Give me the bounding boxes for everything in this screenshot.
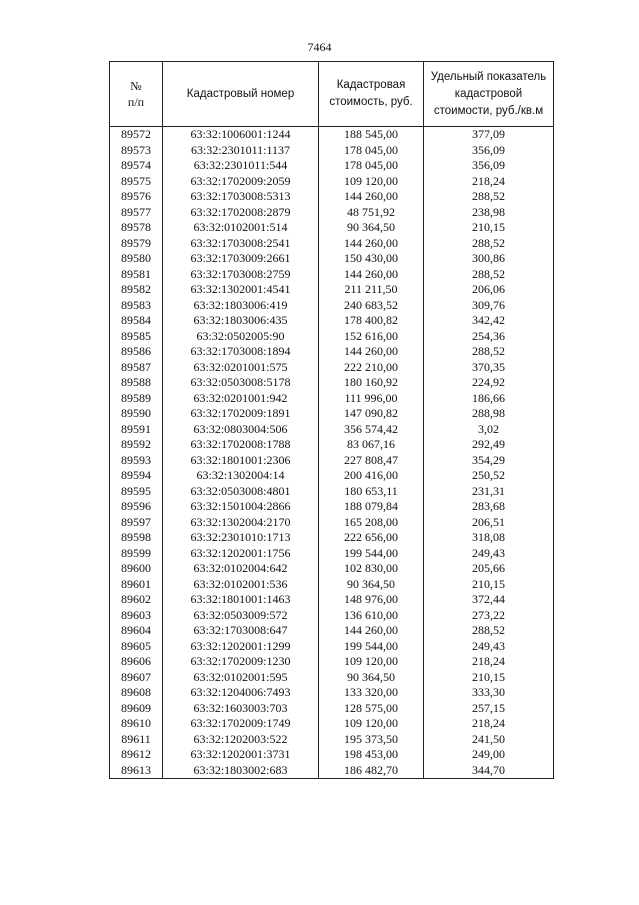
specific-value-cell: 344,70 <box>424 763 554 779</box>
specific-value-cell: 288,52 <box>424 189 554 205</box>
cadastral-number-cell: 63:32:0502005:90 <box>163 329 319 345</box>
cadastral-number-cell: 63:32:1703008:5313 <box>163 189 319 205</box>
table-row <box>110 639 554 655</box>
cadastral-value-cell: 198 453,00 <box>319 747 424 763</box>
cadastral-number-cell: 63:32:1702008:2879 <box>163 205 319 221</box>
specific-value-cell: 210,15 <box>424 577 554 593</box>
specific-value-cell: 354,29 <box>424 453 554 469</box>
cadastral-value-cell: 144 260,00 <box>319 623 424 639</box>
cadastral-value-cell: 150 430,00 <box>319 251 424 267</box>
cadastral-value-cell: 109 120,00 <box>319 716 424 732</box>
table-row <box>110 515 554 531</box>
cadastral-number-cell: 63:32:1501004:2866 <box>163 499 319 515</box>
specific-value-cell: 356,09 <box>424 143 554 159</box>
table-row <box>110 670 554 686</box>
cadastral-number-cell: 63:32:1202001:3731 <box>163 747 319 763</box>
row-number-cell: 89587 <box>110 360 163 376</box>
specific-value-cell: 249,00 <box>424 747 554 763</box>
specific-value-cell: 342,42 <box>424 313 554 329</box>
specific-value-cell: 288,98 <box>424 406 554 422</box>
cadastral-number-cell: 63:32:1204006:7493 <box>163 685 319 701</box>
row-number-cell: 89576 <box>110 189 163 205</box>
table-row <box>110 360 554 376</box>
row-number-cell: 89610 <box>110 716 163 732</box>
cadastral-value-cell: 200 416,00 <box>319 468 424 484</box>
cadastral-number-cell: 63:32:1702009:1749 <box>163 716 319 732</box>
cadastral-value-cell: 152 616,00 <box>319 329 424 345</box>
cadastral-value-cell: 188 079,84 <box>319 499 424 515</box>
specific-value-cell: 210,15 <box>424 220 554 236</box>
row-number-cell: 89577 <box>110 205 163 221</box>
row-number-cell: 89608 <box>110 685 163 701</box>
row-number-cell: 89585 <box>110 329 163 345</box>
specific-value-cell: 218,24 <box>424 174 554 190</box>
row-number-cell: 89613 <box>110 763 163 779</box>
cadastral-value-cell: 102 830,00 <box>319 561 424 577</box>
specific-value-cell: 292,49 <box>424 437 554 453</box>
cadastral-value-cell: 165 208,00 <box>319 515 424 531</box>
cadastral-number-cell: 63:32:0503008:4801 <box>163 484 319 500</box>
table-row <box>110 282 554 298</box>
table-row <box>110 298 554 314</box>
table-row <box>110 499 554 515</box>
table-row <box>110 375 554 391</box>
specific-value-cell: 186,66 <box>424 391 554 407</box>
specific-value-cell: 206,06 <box>424 282 554 298</box>
cadastral-number-cell: 63:32:0102001:514 <box>163 220 319 236</box>
specific-value-cell: 218,24 <box>424 716 554 732</box>
row-number-cell: 89579 <box>110 236 163 252</box>
row-number-cell: 89596 <box>110 499 163 515</box>
cadastral-number-cell: 63:32:1703008:647 <box>163 623 319 639</box>
cadastral-number-cell: 63:32:0102001:595 <box>163 670 319 686</box>
cadastral-number-cell: 63:32:1202003:522 <box>163 732 319 748</box>
row-number-cell: 89580 <box>110 251 163 267</box>
specific-value-cell: 356,09 <box>424 158 554 174</box>
row-number-cell: 89572 <box>110 127 163 143</box>
table-header-row <box>110 62 554 127</box>
row-number-cell: 89612 <box>110 747 163 763</box>
specific-value-cell: 206,51 <box>424 515 554 531</box>
cadastral-value-cell: 136 610,00 <box>319 608 424 624</box>
cadastral-number-cell: 63:32:1302004:14 <box>163 468 319 484</box>
table-row <box>110 747 554 763</box>
cadastral-number-cell: 63:32:1703008:2759 <box>163 267 319 283</box>
specific-value-cell: 273,22 <box>424 608 554 624</box>
table-row <box>110 205 554 221</box>
cadastral-value-cell: 111 996,00 <box>319 391 424 407</box>
cadastral-value-cell: 48 751,92 <box>319 205 424 221</box>
cadastral-value-cell: 109 120,00 <box>319 174 424 190</box>
row-number-cell: 89598 <box>110 530 163 546</box>
specific-value-cell: 377,09 <box>424 127 554 143</box>
specific-value-cell: 309,76 <box>424 298 554 314</box>
cadastral-number-cell: 63:32:1703008:2541 <box>163 236 319 252</box>
cadastral-number-cell: 63:32:0102004:642 <box>163 561 319 577</box>
table-row <box>110 468 554 484</box>
table-row <box>110 143 554 159</box>
row-number-cell: 89604 <box>110 623 163 639</box>
cadastral-number-cell: 63:32:1702009:1230 <box>163 654 319 670</box>
cadastral-value-cell: 222 656,00 <box>319 530 424 546</box>
specific-value-cell: 238,98 <box>424 205 554 221</box>
cadastral-number-cell: 63:32:1006001:1244 <box>163 127 319 143</box>
cadastral-number-cell: 63:32:1603003:703 <box>163 701 319 717</box>
specific-value-cell: 231,31 <box>424 484 554 500</box>
cadastral-number-cell: 63:32:1202001:1756 <box>163 546 319 562</box>
specific-value-cell: 283,68 <box>424 499 554 515</box>
cadastral-value-cell: 128 575,00 <box>319 701 424 717</box>
table-row <box>110 763 554 779</box>
specific-value-cell: 333,30 <box>424 685 554 701</box>
cadastral-value-cell: 356 574,42 <box>319 422 424 438</box>
cadastral-value-cell: 178 045,00 <box>319 143 424 159</box>
cadastral-value-cell: 178 045,00 <box>319 158 424 174</box>
specific-value-cell: 370,35 <box>424 360 554 376</box>
row-number-cell: 89591 <box>110 422 163 438</box>
cadastral-value-cell: 180 653,11 <box>319 484 424 500</box>
row-number-cell: 89602 <box>110 592 163 608</box>
row-number-cell: 89581 <box>110 267 163 283</box>
row-number-cell: 89593 <box>110 453 163 469</box>
table-row <box>110 344 554 360</box>
table-row <box>110 127 554 143</box>
table-row <box>110 220 554 236</box>
table-row <box>110 391 554 407</box>
table-row <box>110 546 554 562</box>
table-row <box>110 623 554 639</box>
row-number-cell: 89575 <box>110 174 163 190</box>
table-row <box>110 561 554 577</box>
cadastral-value-cell: 178 400,82 <box>319 313 424 329</box>
row-number-cell: 89600 <box>110 561 163 577</box>
specific-value-cell: 257,15 <box>424 701 554 717</box>
header-specific-value: Удельный показатель кадастровой стоимости, руб./кв.м <box>424 62 554 127</box>
row-number-cell: 89586 <box>110 344 163 360</box>
cadastral-value-cell: 227 808,47 <box>319 453 424 469</box>
table-row <box>110 716 554 732</box>
row-number-cell: 89597 <box>110 515 163 531</box>
specific-value-cell: 210,15 <box>424 670 554 686</box>
specific-value-cell: 254,36 <box>424 329 554 345</box>
row-number-cell: 89603 <box>110 608 163 624</box>
cadastral-value-cell: 144 260,00 <box>319 189 424 205</box>
row-number-cell: 89588 <box>110 375 163 391</box>
cadastral-number-cell: 63:32:1202001:1299 <box>163 639 319 655</box>
table-row <box>110 608 554 624</box>
cadastral-value-cell: 90 364,50 <box>319 670 424 686</box>
cadastral-value-cell: 133 320,00 <box>319 685 424 701</box>
cadastral-number-cell: 63:32:1801001:1463 <box>163 592 319 608</box>
cadastral-number-cell: 63:32:0503009:572 <box>163 608 319 624</box>
table-row <box>110 654 554 670</box>
specific-value-cell: 372,44 <box>424 592 554 608</box>
table-row <box>110 685 554 701</box>
table-row <box>110 422 554 438</box>
table-row <box>110 313 554 329</box>
table-row <box>110 577 554 593</box>
table-row <box>110 732 554 748</box>
row-number-cell: 89574 <box>110 158 163 174</box>
cadastral-number-cell: 63:32:1703008:1894 <box>163 344 319 360</box>
header-row-number: № п/п <box>110 62 163 127</box>
cadastral-number-cell: 63:32:1803006:419 <box>163 298 319 314</box>
cadastral-number-cell: 63:32:2301011:1137 <box>163 143 319 159</box>
specific-value-cell: 318,08 <box>424 530 554 546</box>
cadastral-value-cell: 83 067,16 <box>319 437 424 453</box>
row-number-cell: 89611 <box>110 732 163 748</box>
row-number-cell: 89583 <box>110 298 163 314</box>
cadastral-number-cell: 63:32:1702009:2059 <box>163 174 319 190</box>
cadastral-number-cell: 63:32:1803006:435 <box>163 313 319 329</box>
row-number-cell: 89584 <box>110 313 163 329</box>
row-number-cell: 89590 <box>110 406 163 422</box>
cadastral-value-cell: 222 210,00 <box>319 360 424 376</box>
table-row <box>110 267 554 283</box>
table-row <box>110 592 554 608</box>
cadastral-value-cell: 199 544,00 <box>319 639 424 655</box>
cadastral-number-cell: 63:32:2301010:1713 <box>163 530 319 546</box>
cadastral-value-cell: 180 160,92 <box>319 375 424 391</box>
cadastral-number-cell: 63:32:0102001:536 <box>163 577 319 593</box>
specific-value-cell: 288,52 <box>424 236 554 252</box>
table-row <box>110 174 554 190</box>
specific-value-cell: 249,43 <box>424 546 554 562</box>
row-number-cell: 89573 <box>110 143 163 159</box>
header-cadastral-number: Кадастровый номер <box>163 62 319 127</box>
table-row <box>110 329 554 345</box>
page-number: 7464 <box>307 40 332 54</box>
table-row <box>110 701 554 717</box>
row-number-cell: 89599 <box>110 546 163 562</box>
specific-value-cell: 300,86 <box>424 251 554 267</box>
specific-value-cell: 224,92 <box>424 375 554 391</box>
cadastral-number-cell: 63:32:1302004:2170 <box>163 515 319 531</box>
cadastral-value-cell: 195 373,50 <box>319 732 424 748</box>
row-number-cell: 89607 <box>110 670 163 686</box>
table-row <box>110 530 554 546</box>
cadastral-value-cell: 147 090,82 <box>319 406 424 422</box>
specific-value-cell: 250,52 <box>424 468 554 484</box>
cadastral-value-cell: 240 683,52 <box>319 298 424 314</box>
cadastral-number-cell: 63:32:1803002:683 <box>163 763 319 779</box>
cadastral-value-cell: 109 120,00 <box>319 654 424 670</box>
row-number-cell: 89594 <box>110 468 163 484</box>
row-number-cell: 89582 <box>110 282 163 298</box>
table-row <box>110 251 554 267</box>
cadastral-value-cell: 148 976,00 <box>319 592 424 608</box>
cadastral-value-cell: 90 364,50 <box>319 577 424 593</box>
row-number-cell: 89595 <box>110 484 163 500</box>
cadastral-number-cell: 63:32:0201001:942 <box>163 391 319 407</box>
cadastral-value-cell: 144 260,00 <box>319 344 424 360</box>
cadastral-number-cell: 63:32:0201001:575 <box>163 360 319 376</box>
table-row <box>110 158 554 174</box>
cadastral-value-cell: 199 544,00 <box>319 546 424 562</box>
cadastral-value-cell: 188 545,00 <box>319 127 424 143</box>
cadastral-value-table <box>109 61 554 779</box>
table-row <box>110 406 554 422</box>
header-cadastral-value: Кадастровая стоимость, руб. <box>319 62 424 127</box>
cadastral-number-cell: 63:32:1801001:2306 <box>163 453 319 469</box>
row-number-cell: 89601 <box>110 577 163 593</box>
specific-value-cell: 3,02 <box>424 422 554 438</box>
cadastral-number-cell: 63:32:1702009:1891 <box>163 406 319 422</box>
row-number-cell: 89609 <box>110 701 163 717</box>
cadastral-number-cell: 63:32:0503008:5178 <box>163 375 319 391</box>
specific-value-cell: 249,43 <box>424 639 554 655</box>
specific-value-cell: 288,52 <box>424 344 554 360</box>
cadastral-value-cell: 144 260,00 <box>319 236 424 252</box>
cadastral-number-cell: 63:32:2301011:544 <box>163 158 319 174</box>
row-number-cell: 89589 <box>110 391 163 407</box>
cadastral-value-cell: 90 364,50 <box>319 220 424 236</box>
specific-value-cell: 205,66 <box>424 561 554 577</box>
row-number-cell: 89578 <box>110 220 163 236</box>
table-row <box>110 484 554 500</box>
specific-value-cell: 288,52 <box>424 267 554 283</box>
row-number-cell: 89606 <box>110 654 163 670</box>
table-row <box>110 236 554 252</box>
row-number-cell: 89605 <box>110 639 163 655</box>
row-number-cell: 89592 <box>110 437 163 453</box>
specific-value-cell: 288,52 <box>424 623 554 639</box>
specific-value-cell: 241,50 <box>424 732 554 748</box>
table-row <box>110 189 554 205</box>
cadastral-number-cell: 63:32:1302001:4541 <box>163 282 319 298</box>
cadastral-number-cell: 63:32:1702008:1788 <box>163 437 319 453</box>
table-row <box>110 453 554 469</box>
cadastral-number-cell: 63:32:0803004:506 <box>163 422 319 438</box>
specific-value-cell: 218,24 <box>424 654 554 670</box>
table-row <box>110 437 554 453</box>
cadastral-value-cell: 211 211,50 <box>319 282 424 298</box>
cadastral-value-cell: 144 260,00 <box>319 267 424 283</box>
cadastral-number-cell: 63:32:1703009:2661 <box>163 251 319 267</box>
cadastral-value-cell: 186 482,70 <box>319 763 424 779</box>
